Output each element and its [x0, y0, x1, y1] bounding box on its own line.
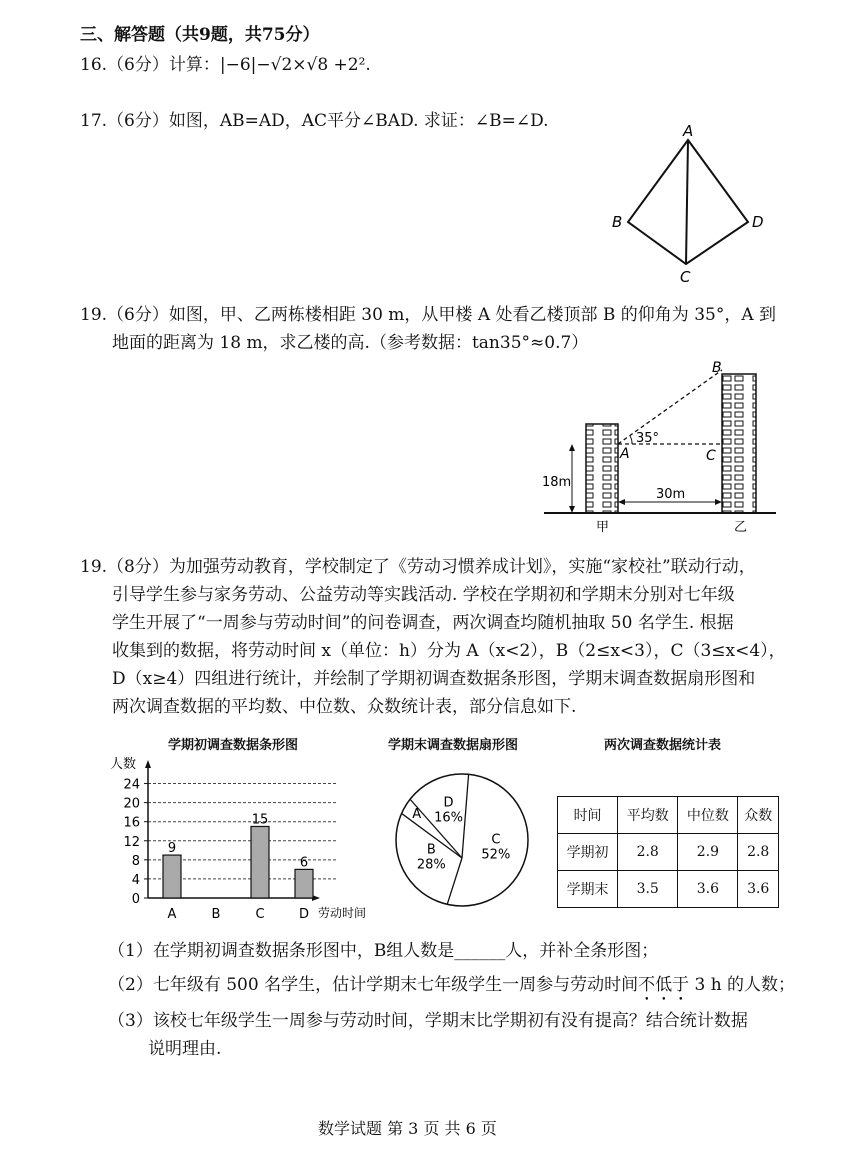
question-17: 17.（6分）如图，AB=AD，AC平分∠BAD. 求证：∠B=∠D.: [80, 111, 549, 131]
sub-question-3-line1: （3）该校七年级学生一周参与劳动时间，学期末比学期初有没有提高？结合统计数据: [108, 1011, 748, 1031]
building-yi: [722, 374, 756, 513]
pie-slice-label-a: A: [412, 806, 422, 822]
pie-chart: [392, 770, 534, 912]
building-jia: [586, 424, 618, 513]
y-tick-label: 0: [131, 892, 140, 907]
bar-data-label: 6: [299, 855, 309, 871]
x-tick-label: B: [211, 907, 221, 922]
bar-chart: [100, 752, 390, 924]
table-row: [558, 834, 779, 871]
y-tick-label: 12: [123, 834, 140, 850]
question-19-line2: 引导学生参与家务劳动、公益劳动等实践活动. 学校在学期初和学期末分别对七年级: [112, 585, 735, 605]
sub-question-1: （1）在学期初调查数据条形图中，B组人数是______人，并补全条形图；: [108, 941, 659, 961]
label-yi: 乙: [734, 520, 748, 535]
bar-chart-title: 学期初调查数据条形图: [168, 738, 299, 753]
table-row: [558, 871, 779, 908]
question-18-line2: 地面的距离为 18 m，求乙楼的高.（参考数据：tan35°≈0.7）: [112, 333, 589, 353]
question-19-line3: 学生开展了“一周参与劳动时间”的问卷调查，两次调查均随机抽取 50 名学生. 根据: [112, 613, 734, 633]
angle-arc: [630, 436, 632, 444]
y-tick-label: 4: [131, 872, 140, 888]
table-header-cell: 众数: [738, 797, 779, 834]
point-b-label: B: [612, 213, 623, 231]
pie-slice-pct-c: 52%: [481, 847, 511, 863]
kite-diagonal-ac: [686, 140, 688, 264]
label-distance: 30m: [656, 487, 686, 502]
bar-chart-ylabel: 人数: [110, 757, 137, 772]
x-tick-label: A: [167, 907, 177, 922]
table-cell: 3.5: [618, 871, 678, 908]
question-16: 16.（6分）计算：|−6|−√2×√8 +2².: [80, 55, 371, 75]
pie-slice-label-d: D: [443, 795, 454, 811]
sight-line-ab: [618, 370, 722, 444]
y-axis-arrow: [145, 760, 151, 768]
y-tick-label: 24: [123, 777, 140, 793]
distance-arrow-head-right: [715, 499, 722, 505]
distance-arrow-head-left: [618, 499, 625, 505]
table-cell: 学期初: [558, 834, 618, 871]
table-header-cell: 时间: [558, 797, 618, 834]
kite-figure: [600, 118, 780, 288]
stat-table-title: 两次调查数据统计表: [604, 738, 722, 753]
height-arrow-head-top: [569, 444, 575, 451]
sub-question-2-part-c: 3 h 的人数；: [689, 975, 796, 995]
label-c: C: [706, 448, 716, 464]
page-footer: 数学试题 第 3 页 共 6 页: [318, 1119, 497, 1138]
table-cell: 学期末: [558, 871, 618, 908]
pie-chart-title: 学期末调查数据扇形图: [388, 738, 519, 753]
table-header-row: [558, 797, 779, 834]
label-a: A: [620, 446, 630, 462]
table-cell: 2.9: [678, 834, 738, 871]
bar-a: [163, 855, 181, 898]
pie-slice-pct-b: 28%: [416, 857, 446, 873]
section-header: 三、解答题（共9题，共75分）: [80, 25, 320, 45]
label-jia: 甲: [596, 520, 610, 535]
height-arrow-head-bottom: [569, 506, 575, 513]
table-cell: 3.6: [678, 871, 738, 908]
bar-d: [295, 869, 313, 898]
label-b: B: [712, 360, 722, 376]
y-tick-label: 20: [123, 796, 140, 812]
question-19-line4: 收集到的数据，将劳动时间 x（单位：h）分为 A（x<2），B（2≤x<3），C（3≤x<4），: [112, 641, 786, 661]
question-19-line5: D（x≥4）四组进行统计，并绘制了学期初调查数据条形图，学期末调查数据扇形图和: [112, 669, 756, 689]
pie-slice-label-c: C: [491, 832, 501, 848]
point-d-label: D: [752, 213, 764, 231]
bar-data-label: 15: [251, 812, 269, 828]
y-tick-label: 8: [131, 853, 140, 869]
point-c-label: C: [680, 268, 691, 286]
question-19-line1: 19.（8分）为加强劳动教育，学校制定了《劳动习惯养成计划》，实施“家校社”联动行动，: [80, 557, 756, 577]
stat-table: [557, 796, 779, 908]
table-cell: 3.6: [738, 871, 779, 908]
question-19-line6: 两次调查数据的平均数、中位数、众数统计表，部分信息如下.: [112, 697, 577, 717]
pie-slice-pct-d: 16%: [434, 810, 464, 826]
y-tick-label: 16: [123, 815, 140, 831]
table-cell: 2.8: [618, 834, 678, 871]
pie-slice-label-b: B: [426, 842, 436, 858]
bar-c: [251, 826, 269, 898]
table-header-cell: 平均数: [618, 797, 678, 834]
table-cell: 2.8: [738, 834, 779, 871]
pie-outline: [396, 774, 528, 906]
sub-question-2-emphasis: 不低于: [638, 975, 690, 995]
question-18-line1: 19.（6分）如图，甲、乙两栋楼相距 30 m，从甲楼 A 处看乙楼顶部 B 的仰角为 35°，A 到: [80, 305, 777, 325]
table-header-cell: 中位数: [678, 797, 738, 834]
sub-question-3-line2: 说明理由.: [148, 1039, 222, 1059]
bar-chart-xlabel: 劳动时间: [318, 906, 367, 920]
buildings-figure: [540, 356, 780, 540]
sub-question-2-part-a: （2）七年级有 500 名学生，估计学期末七年级学生一周参与劳动时间: [108, 975, 639, 995]
x-tick-label: D: [298, 907, 310, 922]
point-a-label: A: [683, 122, 694, 140]
x-tick-label: C: [255, 907, 265, 922]
bar-data-label: 9: [167, 841, 177, 857]
sub-question-2: [108, 974, 795, 1005]
label-height: 18m: [542, 475, 572, 490]
label-angle: 35°: [636, 431, 660, 446]
